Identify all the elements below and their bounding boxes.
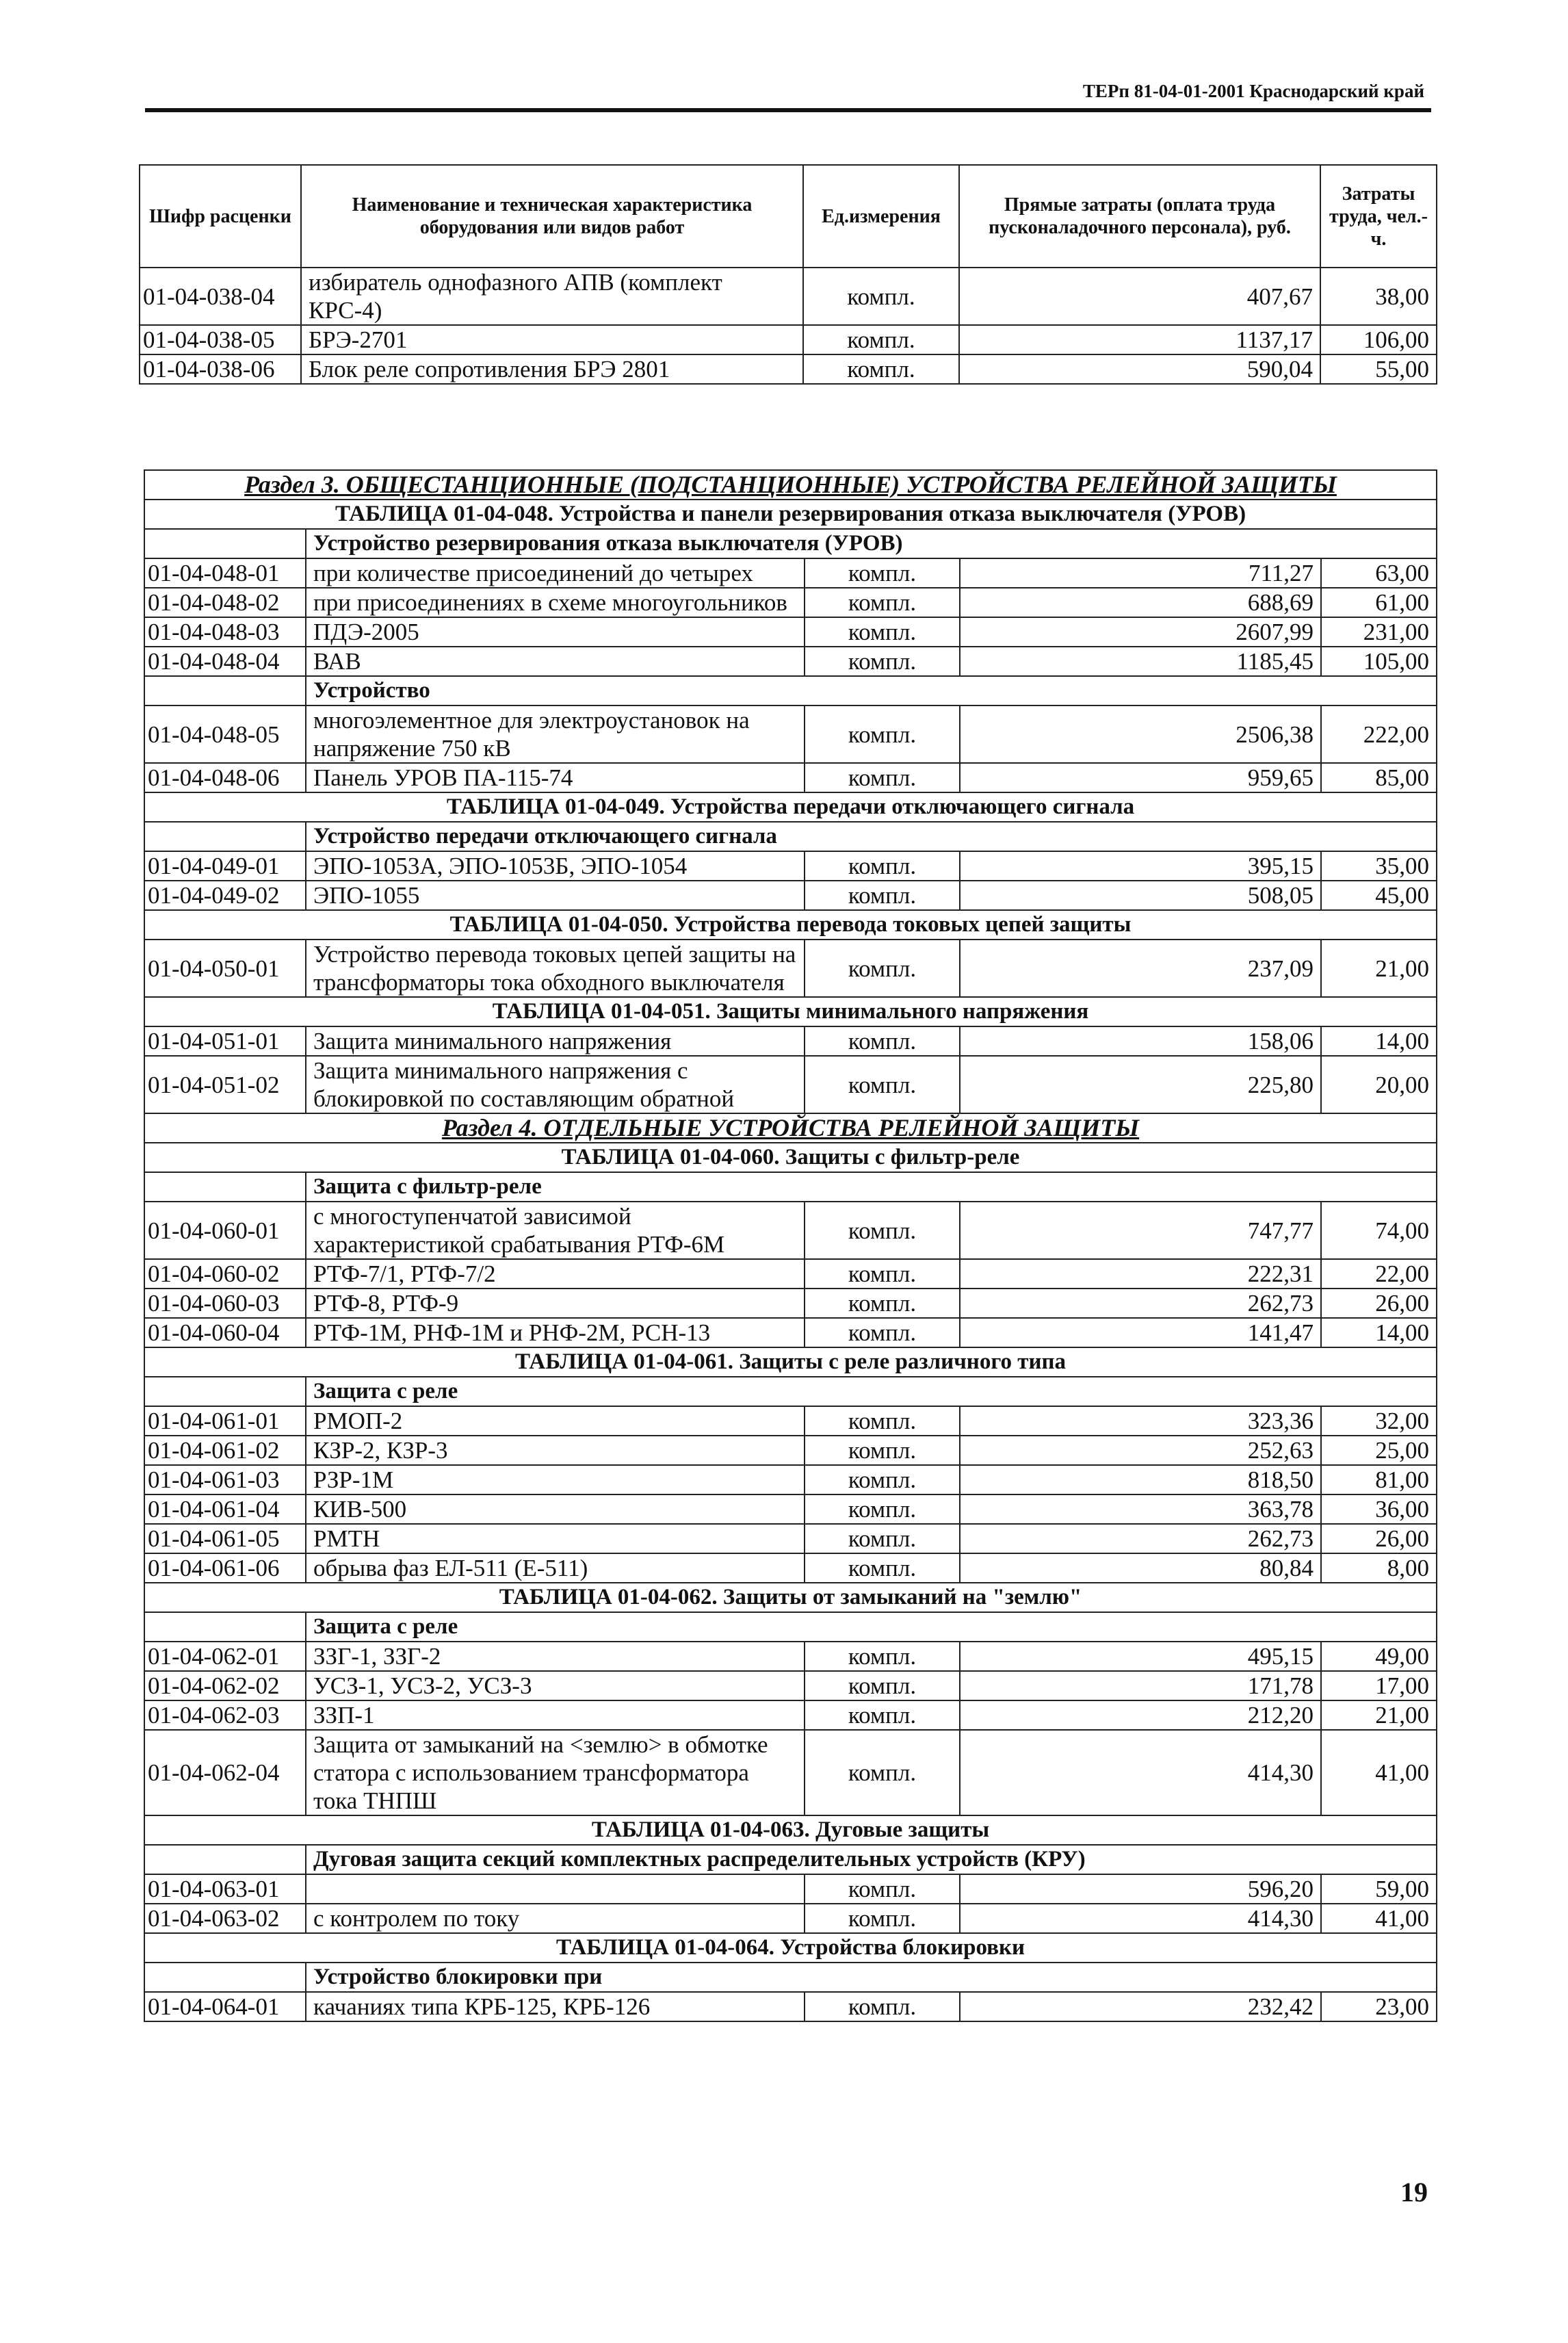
table-row (144, 1642, 1437, 1671)
unit-cell: компл. (803, 268, 959, 325)
work-name-cell: РЗР-1М (306, 1465, 805, 1494)
unit-cell: компл. (805, 1026, 960, 1056)
group-row (144, 1963, 1437, 1992)
direct-cost-cell: 237,09 (960, 940, 1321, 997)
group-heading: Дуговая защита секций комплектных распределительных устройств (КРУ) (306, 1845, 1437, 1874)
work-name-cell: РТФ-1М, РНФ-1М и РНФ-2М, РСН-13 (306, 1318, 805, 1347)
section-heading: Раздел 4. ОТДЕЛЬНЫЕ УСТРОЙСТВА РЕЛЕЙНОЙ ЗАЩИТЫ (144, 1113, 1437, 1143)
labor-cost-cell: 105,00 (1321, 647, 1437, 676)
empty-code-cell (144, 529, 306, 558)
labor-cost-cell: 231,00 (1321, 617, 1437, 647)
direct-cost-cell: 1137,17 (959, 325, 1320, 354)
table-heading: ТАБЛИЦА 01-04-064. Устройства блокировки (144, 1933, 1437, 1963)
table-title-row (144, 1933, 1437, 1963)
group-heading: Защита с реле (306, 1377, 1437, 1406)
column-header-cost: Прямые затраты (оплата труда пусконаладочного персонала), руб. (959, 165, 1320, 268)
direct-cost-cell: 688,69 (960, 588, 1321, 617)
unit-cell: компл. (805, 1259, 960, 1289)
direct-cost-cell: 2506,38 (960, 706, 1321, 763)
labor-cost-cell: 22,00 (1321, 1259, 1437, 1289)
unit-cell: компл. (805, 1671, 960, 1700)
direct-cost-cell: 252,63 (960, 1436, 1321, 1465)
table-row (144, 940, 1437, 997)
table-title-row (144, 1143, 1437, 1172)
labor-cost-cell: 41,00 (1321, 1730, 1437, 1815)
unit-cell: компл. (805, 763, 960, 792)
direct-cost-cell: 363,78 (960, 1494, 1321, 1524)
labor-cost-cell: 21,00 (1321, 940, 1437, 997)
rate-code-cell: 01-04-061-04 (144, 1494, 306, 1524)
unit-cell: компл. (805, 1318, 960, 1347)
rate-code-cell: 01-04-062-04 (144, 1730, 306, 1815)
rate-code-cell: 01-04-048-06 (144, 763, 306, 792)
labor-cost-cell: 35,00 (1321, 851, 1437, 881)
table-row (144, 706, 1437, 763)
rate-code-cell: 01-04-063-01 (144, 1874, 306, 1904)
column-header-name: Наименование и техническая характеристика оборудования или видов работ (301, 165, 803, 268)
work-name-cell: РМОП-2 (306, 1406, 805, 1436)
table-row (144, 1494, 1437, 1524)
work-name-cell: избиратель однофазного АПВ (комплект КРС-4) (301, 268, 803, 325)
unit-cell: компл. (805, 1289, 960, 1318)
group-row (144, 822, 1437, 851)
rate-code-cell: 01-04-049-01 (144, 851, 306, 881)
direct-cost-cell: 747,77 (960, 1202, 1321, 1259)
work-name-cell: при количестве присоединений до четырех (306, 558, 805, 588)
direct-cost-cell: 171,78 (960, 1671, 1321, 1700)
labor-cost-cell: 14,00 (1321, 1026, 1437, 1056)
labor-cost-cell: 63,00 (1321, 558, 1437, 588)
direct-cost-cell: 414,30 (960, 1730, 1321, 1815)
group-row (144, 529, 1437, 558)
unit-cell: компл. (805, 1056, 960, 1113)
rate-code-cell: 01-04-051-01 (144, 1026, 306, 1056)
group-heading: Защита с фильтр-реле (306, 1172, 1437, 1202)
direct-cost-cell: 225,80 (960, 1056, 1321, 1113)
rate-code-cell: 01-04-062-03 (144, 1700, 306, 1730)
rate-code-cell: 01-04-062-02 (144, 1671, 306, 1700)
unit-cell: компл. (805, 1436, 960, 1465)
unit-cell: компл. (805, 1465, 960, 1494)
table-title-row (144, 1815, 1437, 1845)
direct-cost-cell: 395,15 (960, 851, 1321, 881)
labor-cost-cell: 49,00 (1321, 1642, 1437, 1671)
labor-cost-cell: 26,00 (1321, 1524, 1437, 1553)
table-heading: ТАБЛИЦА 01-04-062. Защиты от замыканий на "землю" (144, 1583, 1437, 1612)
labor-cost-cell: 32,00 (1321, 1406, 1437, 1436)
header-rule (145, 108, 1431, 112)
labor-cost-cell: 38,00 (1320, 268, 1437, 325)
work-name-cell: КЗР-2, КЗР-3 (306, 1436, 805, 1465)
direct-cost-cell: 80,84 (960, 1553, 1321, 1583)
section-row (144, 470, 1437, 500)
rate-code-cell: 01-04-061-03 (144, 1465, 306, 1494)
table-title-row (144, 997, 1437, 1026)
labor-cost-cell: 17,00 (1321, 1671, 1437, 1700)
labor-cost-cell: 8,00 (1321, 1553, 1437, 1583)
direct-cost-cell: 407,67 (959, 268, 1320, 325)
direct-cost-cell: 262,73 (960, 1289, 1321, 1318)
group-heading: Защита с реле (306, 1612, 1437, 1642)
table-heading: ТАБЛИЦА 01-04-049. Устройства передачи отключающего сигнала (144, 792, 1437, 822)
group-heading: Устройство передачи отключающего сигнала (306, 822, 1437, 851)
top-price-table (139, 164, 1437, 385)
labor-cost-cell: 61,00 (1321, 588, 1437, 617)
work-name-cell: Защита минимального напряжения с блокировкой по составляющим обратной (306, 1056, 805, 1113)
direct-cost-cell: 323,36 (960, 1406, 1321, 1436)
direct-cost-cell: 508,05 (960, 881, 1321, 910)
table-row (144, 851, 1437, 881)
group-heading: Устройство блокировки при (306, 1963, 1437, 1992)
table-row (144, 1056, 1437, 1113)
rate-code-cell: 01-04-060-02 (144, 1259, 306, 1289)
unit-cell: компл. (805, 881, 960, 910)
table-row (144, 1202, 1437, 1259)
table-heading: ТАБЛИЦА 01-04-048. Устройства и панели резервирования отказа выключателя (УРОВ) (144, 500, 1437, 529)
table-title-row (144, 792, 1437, 822)
work-name-cell: ЭПО-1053А, ЭПО-1053Б, ЭПО-1054 (306, 851, 805, 881)
direct-cost-cell: 590,04 (959, 354, 1320, 384)
work-name-cell: РТФ-8, РТФ-9 (306, 1289, 805, 1318)
table-row (144, 1671, 1437, 1700)
work-name-cell: при присоединениях в схеме многоугольников (306, 588, 805, 617)
work-name-cell: ПДЭ-2005 (306, 617, 805, 647)
labor-cost-cell: 85,00 (1321, 763, 1437, 792)
direct-cost-cell: 711,27 (960, 558, 1321, 588)
unit-cell: компл. (805, 1730, 960, 1815)
work-name-cell: качаниях типа КРБ-125, КРБ-126 (306, 1992, 805, 2021)
column-header-code: Шифр расценки (140, 165, 301, 268)
rate-code-cell: 01-04-048-01 (144, 558, 306, 588)
table-row (144, 617, 1437, 647)
table-title-row (144, 500, 1437, 529)
unit-cell: компл. (805, 1524, 960, 1553)
work-name-cell: ЗЗГ-1, ЗЗГ-2 (306, 1642, 805, 1671)
work-name-cell: с контролем по току (306, 1904, 805, 1933)
direct-cost-cell: 959,65 (960, 763, 1321, 792)
labor-cost-cell: 36,00 (1321, 1494, 1437, 1524)
work-name-cell: Устройство перевода токовых цепей защиты на трансформаторы тока обходного выключателя (306, 940, 805, 997)
table-row (144, 1406, 1437, 1436)
empty-code-cell (144, 1845, 306, 1874)
rate-code-cell: 01-04-061-02 (144, 1436, 306, 1465)
direct-cost-cell: 212,20 (960, 1700, 1321, 1730)
direct-cost-cell: 222,31 (960, 1259, 1321, 1289)
labor-cost-cell: 26,00 (1321, 1289, 1437, 1318)
table-row (144, 763, 1437, 792)
table-row (144, 1874, 1437, 1904)
table-row (140, 268, 1437, 325)
main-price-table (144, 469, 1437, 2022)
work-name-cell: УСЗ-1, УСЗ-2, УСЗ-3 (306, 1671, 805, 1700)
work-name-cell: Панель УРОВ ПА-115-74 (306, 763, 805, 792)
table-title-row (144, 910, 1437, 940)
table-heading: ТАБЛИЦА 01-04-050. Устройства перевода токовых цепей защиты (144, 910, 1437, 940)
direct-cost-cell: 1185,45 (960, 647, 1321, 676)
section-heading: Раздел 3. ОБЩЕСТАНЦИОННЫЕ (ПОДСТАНЦИОННЫЕ) УСТРОЙСТВА РЕЛЕЙНОЙ ЗАЩИТЫ (144, 470, 1437, 500)
unit-cell: компл. (805, 588, 960, 617)
work-name-cell: обрыва фаз ЕЛ-511 (Е-511) (306, 1553, 805, 1583)
work-name-cell: РТФ-7/1, РТФ-7/2 (306, 1259, 805, 1289)
rate-code-cell: 01-04-038-06 (140, 354, 301, 384)
unit-cell: компл. (805, 851, 960, 881)
table-row (144, 1289, 1437, 1318)
rate-code-cell: 01-04-062-01 (144, 1642, 306, 1671)
table-heading: ТАБЛИЦА 01-04-063. Дуговые защиты (144, 1815, 1437, 1845)
rate-code-cell: 01-04-051-02 (144, 1056, 306, 1113)
table-row (144, 1730, 1437, 1815)
unit-cell: компл. (805, 1904, 960, 1933)
labor-cost-cell: 21,00 (1321, 1700, 1437, 1730)
labor-cost-cell: 55,00 (1320, 354, 1437, 384)
group-heading: Устройство резервирования отказа выключателя (УРОВ) (306, 529, 1437, 558)
table-row (140, 354, 1437, 384)
empty-code-cell (144, 676, 306, 706)
group-row (144, 676, 1437, 706)
group-row (144, 1172, 1437, 1202)
unit-cell: компл. (805, 647, 960, 676)
rate-code-cell: 01-04-049-02 (144, 881, 306, 910)
work-name-cell: БРЭ-2701 (301, 325, 803, 354)
unit-cell: компл. (805, 706, 960, 763)
labor-cost-cell: 14,00 (1321, 1318, 1437, 1347)
labor-cost-cell: 23,00 (1321, 1992, 1437, 2021)
page-number: 19 (1400, 2177, 1428, 2208)
work-name-cell: КИВ-500 (306, 1494, 805, 1524)
unit-cell: компл. (805, 1406, 960, 1436)
unit-cell: компл. (805, 1992, 960, 2021)
unit-cell: компл. (805, 1874, 960, 1904)
labor-cost-cell: 20,00 (1321, 1056, 1437, 1113)
rate-code-cell: 01-04-060-03 (144, 1289, 306, 1318)
rate-code-cell: 01-04-048-02 (144, 588, 306, 617)
table-row (144, 558, 1437, 588)
labor-cost-cell: 81,00 (1321, 1465, 1437, 1494)
table-row (144, 1465, 1437, 1494)
group-row (144, 1377, 1437, 1406)
table-heading: ТАБЛИЦА 01-04-060. Защиты с фильтр-реле (144, 1143, 1437, 1172)
labor-cost-cell: 59,00 (1321, 1874, 1437, 1904)
table-heading: ТАБЛИЦА 01-04-061. Защиты с реле различного типа (144, 1347, 1437, 1377)
table-row (144, 1992, 1437, 2021)
table-row (144, 1700, 1437, 1730)
direct-cost-cell: 262,73 (960, 1524, 1321, 1553)
direct-cost-cell: 414,30 (960, 1904, 1321, 1933)
unit-cell: компл. (805, 1642, 960, 1671)
direct-cost-cell: 141,47 (960, 1318, 1321, 1347)
labor-cost-cell: 41,00 (1321, 1904, 1437, 1933)
table-row (144, 1904, 1437, 1933)
work-name-cell (306, 1874, 805, 1904)
table-row (144, 588, 1437, 617)
column-header-labor: Затраты труда, чел.-ч. (1320, 165, 1437, 268)
rate-code-cell: 01-04-038-04 (140, 268, 301, 325)
direct-cost-cell: 2607,99 (960, 617, 1321, 647)
work-name-cell: Блок реле сопротивления БРЭ 2801 (301, 354, 803, 384)
direct-cost-cell: 495,15 (960, 1642, 1321, 1671)
table-row (144, 1524, 1437, 1553)
labor-cost-cell: 25,00 (1321, 1436, 1437, 1465)
direct-cost-cell: 158,06 (960, 1026, 1321, 1056)
table-row (144, 881, 1437, 910)
document-header-title: ТЕРп 81-04-01-2001 Краснодарский край (1082, 81, 1424, 101)
unit-cell: компл. (803, 325, 959, 354)
work-name-cell: Защита минимального напряжения (306, 1026, 805, 1056)
empty-code-cell (144, 822, 306, 851)
work-name-cell: Защита от замыканий на <землю> в обмотке статора с использованием трансформатора тока ТНПШ (306, 1730, 805, 1815)
unit-cell: компл. (805, 1700, 960, 1730)
rate-code-cell: 01-04-060-04 (144, 1318, 306, 1347)
rate-code-cell: 01-04-060-01 (144, 1202, 306, 1259)
table-row (140, 325, 1437, 354)
labor-cost-cell: 222,00 (1321, 706, 1437, 763)
rate-code-cell: 01-04-064-01 (144, 1992, 306, 2021)
unit-cell: компл. (805, 558, 960, 588)
rate-code-cell: 01-04-061-06 (144, 1553, 306, 1583)
unit-cell: компл. (805, 617, 960, 647)
empty-code-cell (144, 1172, 306, 1202)
group-row (144, 1612, 1437, 1642)
table-heading: ТАБЛИЦА 01-04-051. Защиты минимального напряжения (144, 997, 1437, 1026)
table-title-row (144, 1347, 1437, 1377)
rate-code-cell: 01-04-063-02 (144, 1904, 306, 1933)
work-name-cell: ЗЗП-1 (306, 1700, 805, 1730)
unit-cell: компл. (805, 1494, 960, 1524)
group-row (144, 1845, 1437, 1874)
unit-cell: компл. (805, 1553, 960, 1583)
direct-cost-cell: 818,50 (960, 1465, 1321, 1494)
table-row (144, 1026, 1437, 1056)
rate-code-cell: 01-04-048-05 (144, 706, 306, 763)
work-name-cell: многоэлементное для электроустановок на напряжение 750 кВ (306, 706, 805, 763)
labor-cost-cell: 74,00 (1321, 1202, 1437, 1259)
direct-cost-cell: 232,42 (960, 1992, 1321, 2021)
unit-cell: компл. (805, 940, 960, 997)
table-row (144, 647, 1437, 676)
table-row (144, 1318, 1437, 1347)
column-header-unit: Ед.измерения (803, 165, 959, 268)
table-row (144, 1436, 1437, 1465)
empty-code-cell (144, 1377, 306, 1406)
rate-code-cell: 01-04-048-04 (144, 647, 306, 676)
group-heading: Устройство (306, 676, 1437, 706)
table-row (144, 1259, 1437, 1289)
table-row (144, 1553, 1437, 1583)
labor-cost-cell: 106,00 (1320, 325, 1437, 354)
empty-code-cell (144, 1963, 306, 1992)
section-row (144, 1113, 1437, 1143)
unit-cell: компл. (803, 354, 959, 384)
unit-cell: компл. (805, 1202, 960, 1259)
work-name-cell: РМТН (306, 1524, 805, 1553)
empty-code-cell (144, 1612, 306, 1642)
work-name-cell: с многоступенчатой зависимой характеристикой срабатывания РТФ-6М (306, 1202, 805, 1259)
rate-code-cell: 01-04-048-03 (144, 617, 306, 647)
table-title-row (144, 1583, 1437, 1612)
rate-code-cell: 01-04-038-05 (140, 325, 301, 354)
direct-cost-cell: 596,20 (960, 1874, 1321, 1904)
labor-cost-cell: 45,00 (1321, 881, 1437, 910)
work-name-cell: ВАВ (306, 647, 805, 676)
rate-code-cell: 01-04-050-01 (144, 940, 306, 997)
work-name-cell: ЭПО-1055 (306, 881, 805, 910)
rate-code-cell: 01-04-061-05 (144, 1524, 306, 1553)
rate-code-cell: 01-04-061-01 (144, 1406, 306, 1436)
